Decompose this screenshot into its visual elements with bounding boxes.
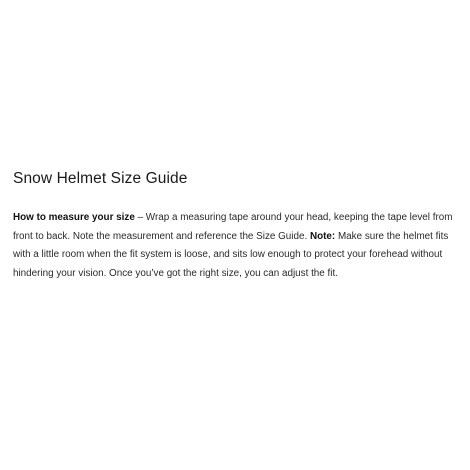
size-guide-section — [13, 168, 457, 283]
measure-label: How to measure your size — [13, 212, 135, 223]
page-title: Snow Helmet Size Guide — [13, 170, 188, 187]
measure-text: – Wrap a measuring tape around your head, keeping the tape level from front to back. Note the measurement and reference the Size Guide. — [13, 212, 453, 242]
measurement-instructions — [13, 209, 457, 283]
note-label: Note: — [309, 230, 336, 242]
note-text: Make sure the helmet fits with a little room when the fit system is loose, and sits low enough to protect your forehead without hindering your vision. Once you’ve got the right size, you can adjust the fit. — [13, 230, 449, 279]
